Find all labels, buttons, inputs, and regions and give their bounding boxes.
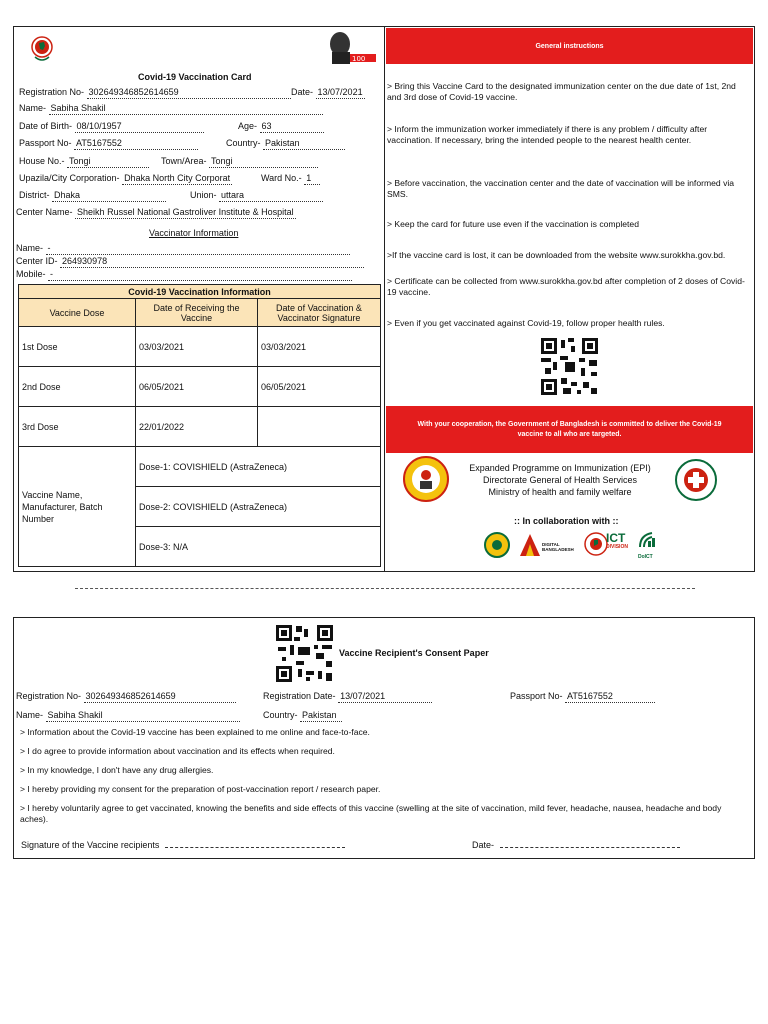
- center-id-label: Center ID-: [16, 256, 58, 266]
- district-value: Dhaka: [52, 190, 166, 202]
- registration-value: 302649346852614659: [87, 87, 291, 99]
- card-divider: [384, 26, 385, 572]
- digital-bangladesh-logo-icon: [518, 530, 578, 560]
- consent-statement: > Information about the Covid-19 vaccine has been explained to me online and face-to-face.: [20, 727, 370, 737]
- name-value: Sabiha Shakil: [49, 103, 323, 115]
- card-title: Covid-19 Vaccination Card: [138, 72, 252, 82]
- instruction-item: >If the vaccine card is lost, it can be downloaded from the website www.surokkha.gov.bd.: [387, 250, 726, 260]
- consent-registration-value: 302649346852614659: [84, 691, 236, 703]
- consent-reg-date-row: [263, 691, 432, 703]
- vaccine-name-label: Vaccine Name, Manufacturer, Batch Number: [19, 447, 136, 567]
- vaccinator-heading: Vaccinator Information: [149, 228, 239, 238]
- mujib-logo-icon: [322, 30, 378, 68]
- table-header: Vaccine Dose: [19, 299, 136, 327]
- house-value: Tongi: [67, 156, 149, 168]
- center-value: Sheikh Russel National Gastroliver Institute & Hospital: [77, 207, 294, 217]
- union-row: [190, 190, 323, 202]
- consent-passport-value: AT5167552: [565, 691, 655, 703]
- age-row: [238, 121, 324, 133]
- received-date-cell: 06/05/2021: [136, 367, 258, 407]
- epi-line: Ministry of health and family welfare: [488, 487, 632, 497]
- ict-division-logo: [606, 532, 634, 558]
- registration-row: [19, 87, 291, 99]
- passport-label: Passport No-: [19, 138, 72, 148]
- country-value: Pakistan: [263, 138, 345, 150]
- upazila-row: [19, 173, 232, 185]
- table-row: [19, 407, 381, 447]
- qr-code-icon: [541, 338, 598, 395]
- name-row: [19, 103, 323, 115]
- instruction-item: > Inform the immunization worker immediately if there is any problem / difficulty after vaccination. If necessary, bring the intended people to the nearest health center.: [387, 124, 708, 145]
- town-value: Tongi: [209, 156, 318, 168]
- consent-reg-date-value: 13/07/2021: [338, 691, 432, 703]
- bd-govt-small-logo-icon: [584, 532, 608, 556]
- instruction-item: > Before vaccination, the vaccination center and the date of vaccination will be informed via SMS.: [387, 178, 735, 199]
- ward-value: 1: [304, 173, 320, 185]
- ward-label: Ward No.-: [261, 173, 302, 183]
- town-label: Town/Area-: [161, 156, 207, 166]
- vaccination-date-cell: 06/05/2021: [258, 367, 381, 407]
- doict-label: DoICT: [638, 554, 653, 560]
- cut-line: [75, 588, 695, 589]
- center-label: Center Name-: [16, 207, 73, 217]
- dob-row: [19, 121, 204, 133]
- vaccinator-name-row: [16, 243, 350, 255]
- qr-code-icon: [276, 625, 333, 682]
- age-value: 63: [260, 121, 324, 133]
- signature-label: Signature of the Vaccine recipients: [21, 840, 160, 850]
- epi-line: Directorate General of Health Services: [482, 475, 638, 485]
- district-row: [19, 190, 166, 202]
- consent-country-value: Pakistan: [300, 710, 342, 722]
- dose-cell: 2nd Dose: [19, 367, 136, 407]
- dose-detail-cell: Dose-2: COVISHIELD (AstraZeneca): [136, 487, 381, 527]
- town-row: [161, 156, 318, 168]
- instruction-item: > Certificate can be collected from www.surokkha.gov.bd after completion of 2 doses of Covid-19 vaccine.: [387, 276, 745, 297]
- digital-bangladesh-label: DIGITAL BANGLADESH: [542, 542, 574, 552]
- epi-line: Expanded Programme on Immunization (EPI): [469, 463, 651, 473]
- country-label: Country-: [226, 138, 261, 148]
- ward-row: [261, 173, 320, 185]
- received-date-cell: 03/03/2021: [136, 327, 258, 367]
- govt-logo-icon: [31, 35, 53, 63]
- passport-value: AT5167552: [74, 138, 198, 150]
- table-title: Covid-19 Vaccination Information: [19, 285, 381, 299]
- passport-row: [19, 138, 198, 150]
- consent-name-label: Name-: [16, 710, 44, 720]
- consent-statement: > I hereby voluntarily agree to get vaccinated, knowing the benefits and side effects of this vaccine (swelling at the site of vaccination, mild fever, headache, nausea, headache and body aches).: [20, 803, 722, 824]
- date-row: [291, 87, 365, 99]
- dose-detail-cell: Dose-3: N/A: [136, 527, 381, 567]
- consent-date-line: [500, 847, 680, 848]
- consent-passport-label: Passport No-: [510, 691, 563, 701]
- union-value: uttara: [219, 190, 323, 202]
- center-id-row: [16, 256, 364, 268]
- vaccination-date-cell: 03/03/2021: [258, 327, 381, 367]
- vaccinator-name-label: Name-: [16, 243, 44, 253]
- consent-registration-row: [16, 691, 236, 703]
- consent-date-label: Date-: [472, 840, 495, 850]
- mobile-value: -: [48, 269, 352, 281]
- table-row: [19, 447, 381, 487]
- table-header: Date of Vaccination & Vaccinator Signature: [258, 299, 381, 327]
- consent-date-row: [472, 840, 680, 851]
- consent-registration-label: Registration No-: [16, 691, 82, 701]
- date-label: Date-: [291, 87, 314, 97]
- table-row: [19, 367, 381, 407]
- consent-passport-row: [510, 691, 655, 703]
- health-logo-icon: [674, 458, 718, 502]
- district-label: District-: [19, 190, 50, 200]
- table-row: [19, 327, 381, 367]
- vaccinator-name-value: -: [46, 243, 350, 255]
- center-id-value: 264930978: [60, 256, 364, 268]
- instruction-item: > Bring this Vaccine Card to the designated immunization center on the due date of 1st, 2nd and 3rd dose of Covid-19 vaccine.: [387, 81, 736, 102]
- dob-label: Date of Birth-: [19, 121, 73, 131]
- country-row: [226, 138, 345, 150]
- ict-label: ICT: [606, 531, 626, 545]
- mobile-label: Mobile-: [16, 269, 46, 279]
- center-row: [16, 207, 296, 219]
- dob-value: 08/10/1957: [75, 121, 204, 133]
- consent-statement: > I do agree to provide information about vaccination and its effects when required.: [20, 746, 335, 756]
- dose-cell: 3rd Dose: [19, 407, 136, 447]
- wifi-icon: [638, 531, 658, 549]
- consent-name-value: Sabiha Shakil: [46, 710, 240, 722]
- upazila-value: Dhaka North City Corporat: [124, 173, 231, 183]
- date-value: 13/07/2021: [317, 87, 363, 97]
- instruction-item: > Even if you get vaccinated against Covid-19, follow proper health rules.: [387, 318, 665, 328]
- consent-statement: > In my knowledge, I don't have any drug allergies.: [20, 765, 214, 775]
- vaccination-table: [18, 284, 381, 567]
- cooperation-banner: With your cooperation, the Government of Bangladesh is committed to deliver the Covid-19 vaccine to all who are targeted.: [386, 406, 753, 453]
- house-row: [19, 156, 149, 168]
- ict-division-label: DIVISION: [606, 544, 628, 550]
- epi-text: [455, 462, 665, 498]
- consent-country-row: [263, 710, 342, 722]
- signature-line: [165, 847, 345, 848]
- received-date-cell: 22/01/2022: [136, 407, 258, 447]
- consent-name-row: [16, 710, 240, 722]
- vaccination-date-cell: [258, 407, 381, 447]
- consent-reg-date-label: Registration Date-: [263, 691, 336, 701]
- collaboration-heading: :: In collaboration with ::: [514, 516, 619, 526]
- consent-statement: > I hereby providing my consent for the preparation of post-vaccination report / research paper.: [20, 784, 381, 794]
- doict-logo: [638, 531, 660, 559]
- house-label: House No.-: [19, 156, 65, 166]
- union-label: Union-: [190, 190, 217, 200]
- dose-detail-cell: Dose-1: COVISHIELD (AstraZeneca): [136, 447, 381, 487]
- age-label: Age-: [238, 121, 258, 131]
- epi-logo-icon: [403, 456, 449, 502]
- svg-text:100: 100: [352, 55, 366, 63]
- table-header: Date of Receiving the Vaccine: [136, 299, 258, 327]
- instructions-title: General instructions: [386, 28, 753, 64]
- upazila-label: Upazila/City Corporation-: [19, 173, 120, 183]
- registration-label: Registration No-: [19, 87, 85, 97]
- signature-row: [21, 840, 345, 851]
- name-label: Name-: [19, 103, 47, 113]
- consent-title: Vaccine Recipient's Consent Paper: [339, 648, 489, 658]
- mobile-row: [16, 269, 352, 281]
- instruction-item: > Keep the card for future use even if the vaccination is completed: [387, 219, 639, 229]
- consent-country-label: Country-: [263, 710, 298, 720]
- a2i-logo-icon: [484, 532, 510, 558]
- dose-cell: 1st Dose: [19, 327, 136, 367]
